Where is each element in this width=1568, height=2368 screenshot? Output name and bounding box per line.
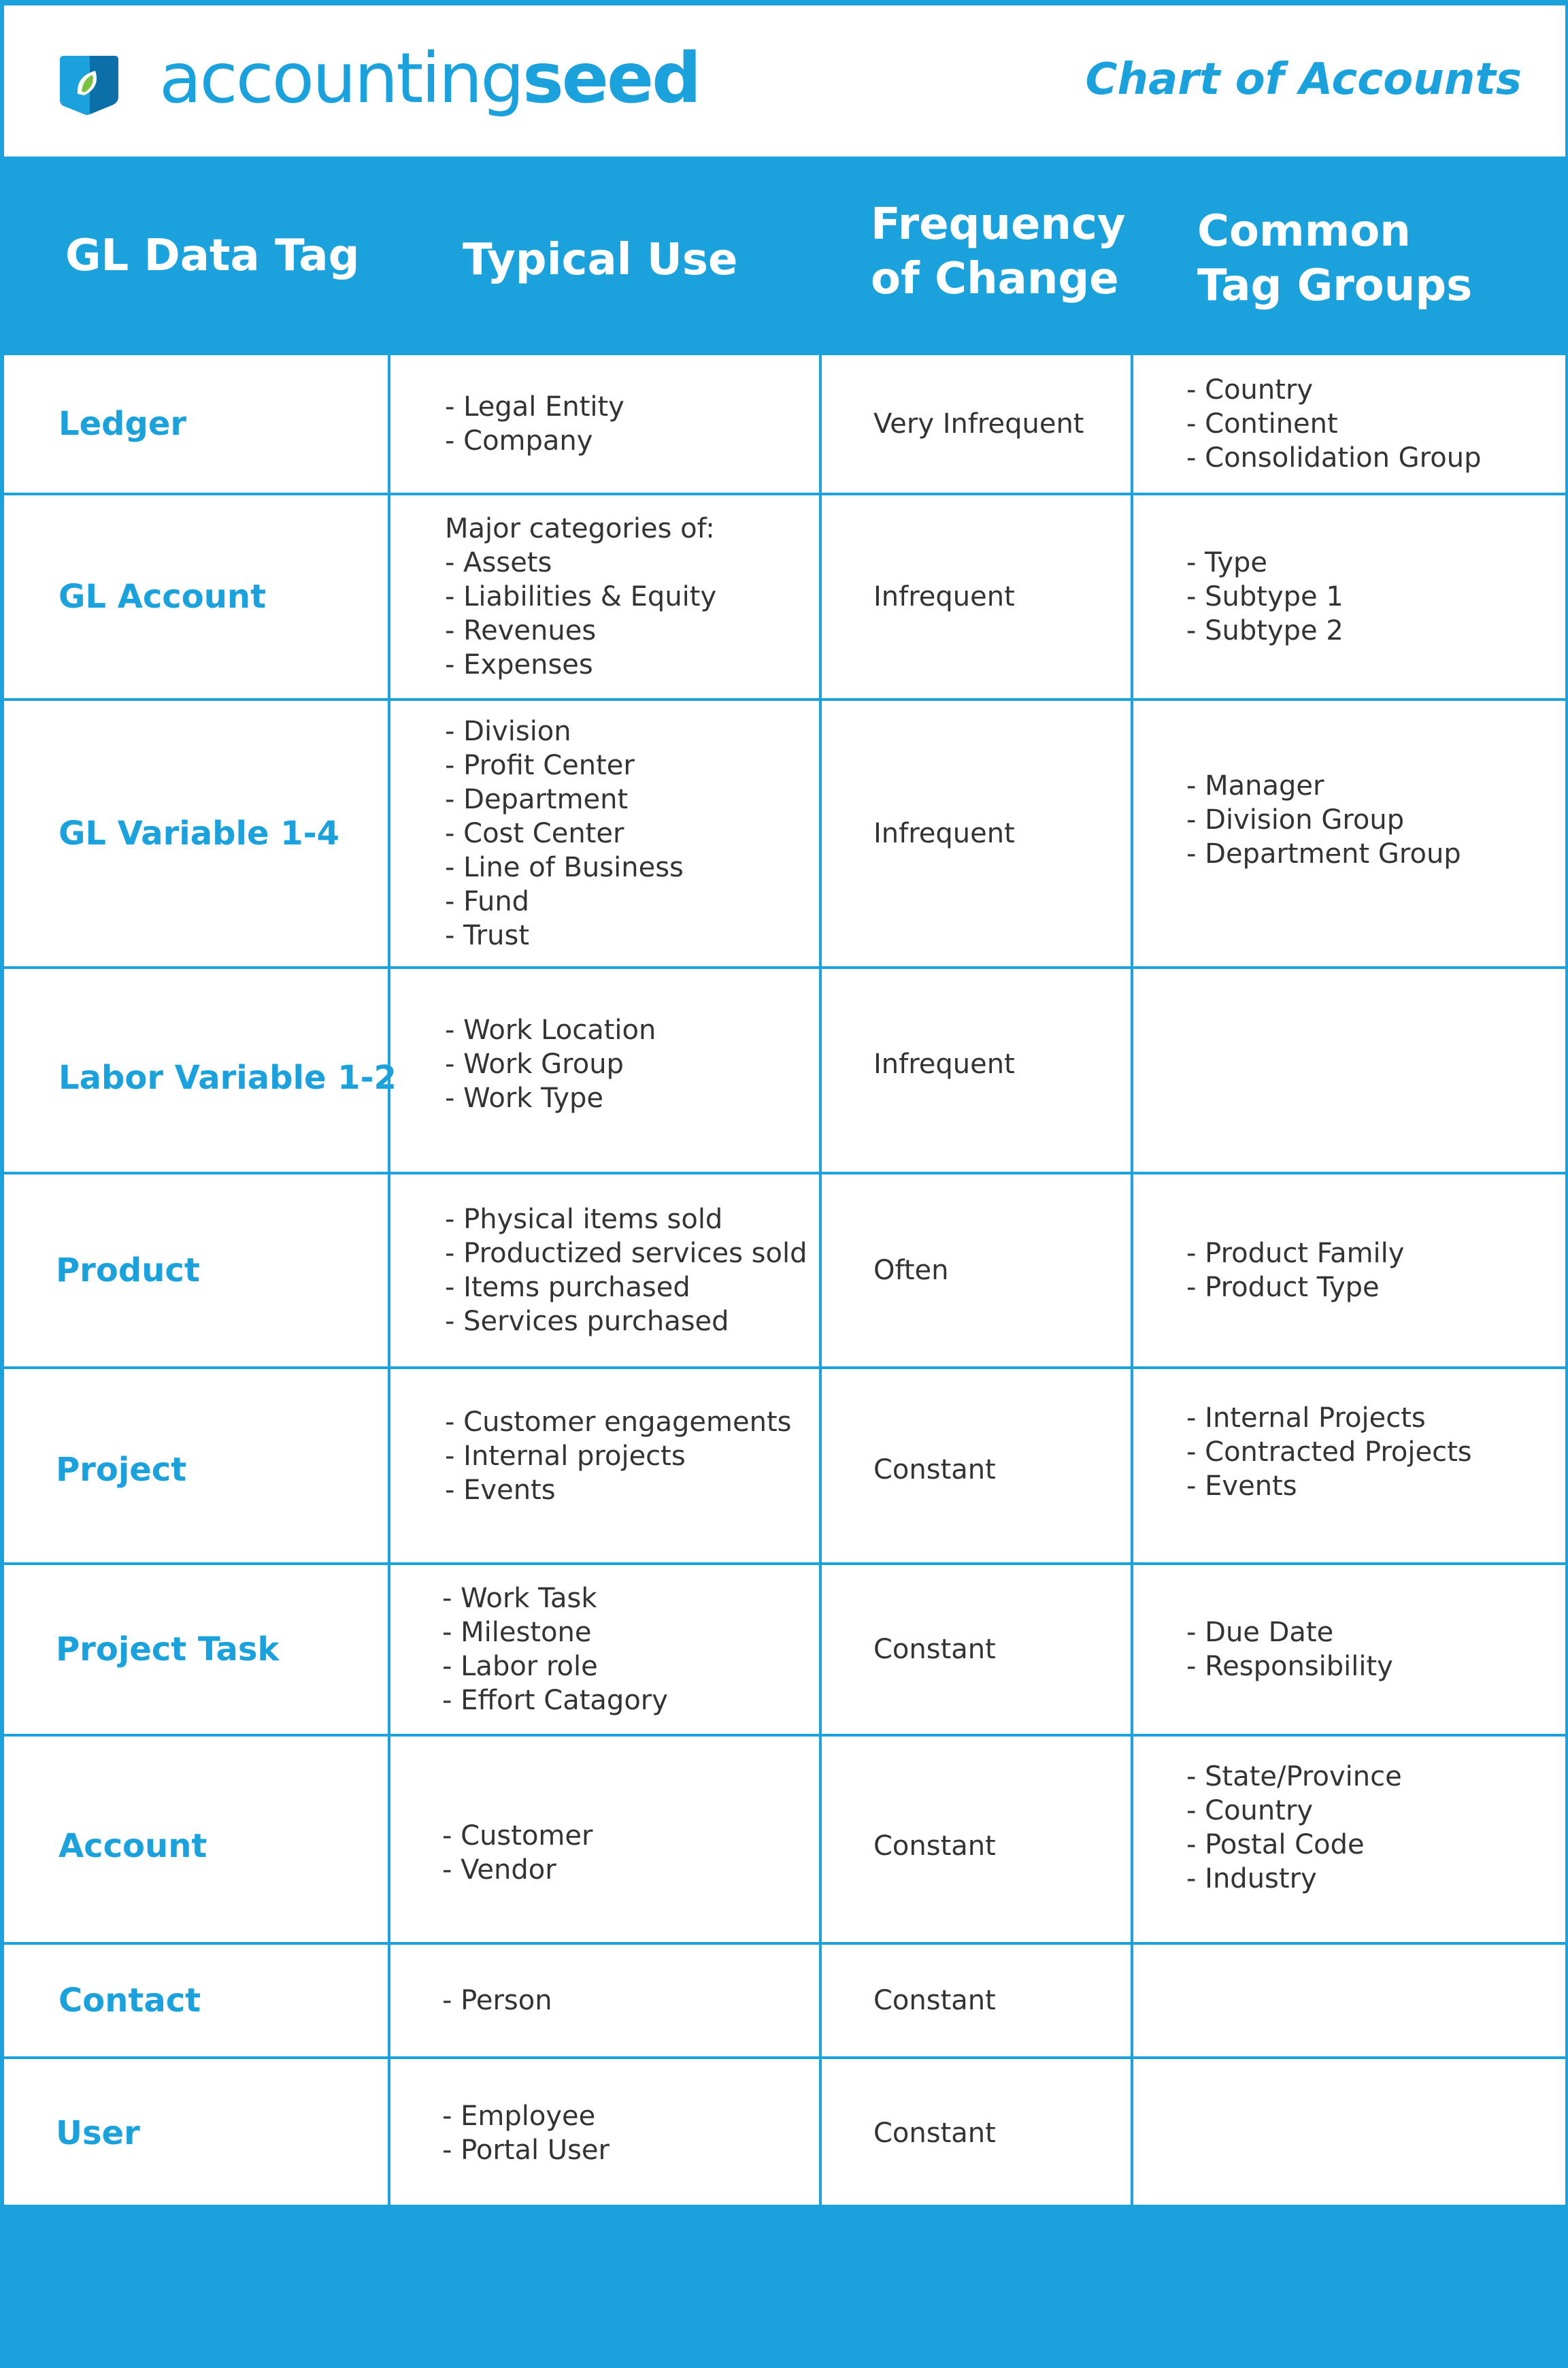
document-title: Chart of Accounts (1085, 54, 1522, 105)
row-frequency: Infrequent (873, 818, 1015, 849)
row-frequency: Constant (873, 1985, 996, 2016)
row-typical-use: - Work Location - Work Group - Work Type (445, 1015, 656, 1114)
accountingseed-logo-icon (57, 52, 121, 116)
column-header-common-tag-groups: Common Tag Groups (1197, 206, 1473, 311)
row-tag: User (56, 2114, 140, 2152)
chart-of-accounts-table (4, 355, 1565, 2205)
row-typical-use: - Division - Profit Center - Department - Cost Center - Line of Business - Fund - Trust (445, 716, 684, 951)
column-header-gl-data-tag: GL Data Tag (65, 231, 360, 281)
row-frequency: Constant (873, 1634, 996, 1665)
table-row (4, 969, 1565, 1172)
row-frequency: Infrequent (873, 581, 1015, 612)
page-header (4, 5, 1565, 157)
table-row (4, 495, 1565, 698)
table-row (4, 355, 1565, 493)
row-typical-use: - Person (442, 1985, 552, 2016)
row-tag-groups: - Internal Projects - Contracted Projects - Events (1186, 1402, 1472, 1502)
brand-wordmark-light: accounting (159, 38, 523, 119)
table-row (4, 701, 1565, 966)
table-row (4, 1565, 1565, 1734)
row-tag-groups: - Product Family - Product Type (1186, 1238, 1405, 1303)
table-row (4, 2059, 1565, 2205)
row-tag: Account (59, 1827, 207, 1865)
row-frequency: Often (873, 1255, 949, 1286)
row-tag: GL Account (59, 578, 267, 616)
row-frequency: Constant (873, 1830, 996, 1862)
row-typical-use: - Legal Entity - Company (445, 391, 624, 457)
row-tag-groups: - Manager - Division Group - Department Group (1186, 770, 1461, 870)
row-tag: Labor Variable 1-2 (59, 1059, 397, 1097)
table-row (4, 1737, 1565, 1942)
row-tag: Contact (59, 1981, 201, 2020)
row-typical-use: - Employee - Portal User (442, 2101, 610, 2166)
brand-wordmark (159, 38, 699, 120)
row-typical-use: - Customer engagements - Internal projects - Events (445, 1407, 792, 1506)
row-frequency: Constant (873, 2118, 996, 2149)
column-header-frequency-of-change: Frequency of Change (871, 199, 1126, 304)
column-header-typical-use: Typical Use (463, 235, 738, 285)
brand-wordmark-bold: seed (522, 38, 700, 119)
row-tag-groups: - State/Province - Country - Postal Code - Industry (1186, 1761, 1402, 1894)
row-frequency: Constant (873, 1454, 996, 1485)
row-tag-groups: - Country - Continent - Consolidation Group (1186, 374, 1482, 474)
row-tag: Product (56, 1251, 200, 1289)
row-tag: Project Task (56, 1630, 280, 1668)
table-header (0, 157, 1568, 355)
row-typical-use: Major categories of: - Assets - Liabilities & Equity - Revenues - Expenses (445, 513, 717, 680)
row-typical-use: - Physical items sold - Productized services sold - Items purchased - Services purchased (445, 1204, 807, 1337)
row-frequency: Very Infrequent (873, 408, 1084, 440)
row-tag: Project (56, 1451, 187, 1489)
table-row (4, 1945, 1565, 2056)
row-tag-groups: - Due Date - Responsibility (1186, 1617, 1393, 1682)
row-frequency: Infrequent (873, 1049, 1015, 1080)
row-typical-use: - Work Task - Milestone - Labor role - Effort Catagory (442, 1583, 668, 1716)
table-row (4, 1369, 1565, 1562)
row-tag: Ledger (59, 405, 187, 443)
row-tag-groups: - Type - Subtype 1 - Subtype 2 (1186, 547, 1344, 646)
table-row (4, 1174, 1565, 1366)
row-typical-use: - Customer - Vendor (442, 1820, 593, 1886)
row-tag: GL Variable 1-4 (59, 815, 339, 853)
